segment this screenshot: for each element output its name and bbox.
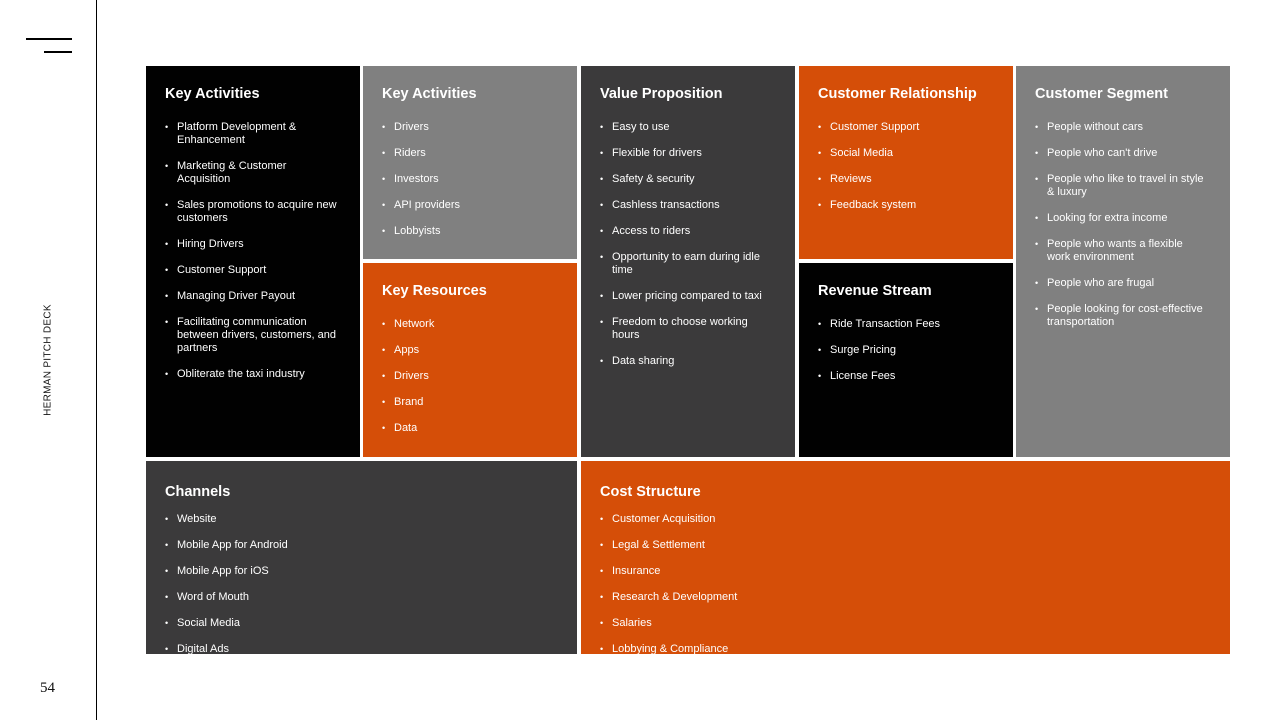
- list-item: • People who can't drive: [1047, 147, 1207, 160]
- list-item: • Mobile App for Android: [177, 539, 563, 552]
- item-list: [382, 121, 563, 238]
- list-item: • Hiring Drivers: [177, 238, 337, 251]
- list-item: • Looking for extra income: [1047, 212, 1207, 225]
- card-title: Key Resources: [382, 283, 487, 299]
- list-item: • Riders: [394, 147, 554, 160]
- list-item: • Freedom to choose working hours: [612, 316, 772, 342]
- list-item: • Brand: [394, 396, 554, 409]
- card-title: Key Activities: [165, 86, 260, 102]
- list-item: • Cashless transactions: [612, 199, 772, 212]
- list-item: • People looking for cost-effective transportation: [1047, 303, 1207, 329]
- item-list: [818, 318, 999, 383]
- card-value-proposition: [581, 66, 795, 457]
- list-item: • Marketing & Customer Acquisition: [177, 160, 337, 186]
- item-list: [165, 121, 346, 381]
- list-item: • Network: [394, 318, 554, 331]
- list-item: • People who are frugal: [1047, 277, 1207, 290]
- card-key-activities: [146, 66, 360, 457]
- card-title: Cost Structure: [600, 484, 701, 500]
- list-item: • Customer Support: [830, 121, 990, 134]
- card-key-resources: [363, 263, 577, 457]
- item-list: [600, 121, 781, 368]
- item-list: [382, 318, 563, 435]
- menu-icon-line-bottom: [44, 51, 72, 53]
- list-item: • Easy to use: [612, 121, 772, 134]
- list-item: • Digital Ads: [177, 643, 563, 654]
- list-item: • Data sharing: [612, 355, 772, 368]
- deck-title: HERMAN PITCH DECK: [42, 304, 54, 416]
- list-item: • Legal & Settlement: [612, 539, 1012, 552]
- list-item: • License Fees: [830, 370, 990, 383]
- card-title: Customer Segment: [1035, 86, 1168, 102]
- card-customer-segment: [1016, 66, 1230, 457]
- list-item: • Lobbyists: [394, 225, 554, 238]
- card-title: Key Activities: [382, 86, 477, 102]
- list-item: • Website: [177, 513, 563, 526]
- list-item: • Social Media: [177, 617, 563, 630]
- list-item: • Sales promotions to acquire new customers: [177, 199, 337, 225]
- item-list: [1035, 121, 1216, 329]
- list-item: • Lower pricing compared to taxi: [612, 290, 772, 303]
- list-item: • Social Media: [830, 147, 990, 160]
- list-item: • API providers: [394, 199, 554, 212]
- list-item: • People without cars: [1047, 121, 1207, 134]
- list-item: • Safety & security: [612, 173, 772, 186]
- list-item: • Surge Pricing: [830, 344, 990, 357]
- list-item: • Flexible for drivers: [612, 147, 772, 160]
- list-item: • Word of Mouth: [177, 591, 563, 604]
- list-item: • People who like to travel in style & luxury: [1047, 173, 1207, 199]
- list-item: • Opportunity to earn during idle time: [612, 251, 772, 277]
- list-item: • Customer Acquisition: [612, 513, 1012, 526]
- list-item: • Obliterate the taxi industry: [177, 368, 337, 381]
- item-list: [165, 513, 563, 654]
- menu-icon[interactable]: [26, 38, 72, 54]
- list-item: • Platform Development & Enhancement: [177, 121, 337, 147]
- list-item: • Investors: [394, 173, 554, 186]
- list-item: • Facilitating communication between drivers, customers, and partners: [177, 316, 337, 355]
- list-item: • Access to riders: [612, 225, 772, 238]
- list-item: • Drivers: [394, 121, 554, 134]
- item-list: [600, 513, 1216, 654]
- list-item: • Apps: [394, 344, 554, 357]
- card-title: Channels: [165, 484, 231, 500]
- card-customer-relationship: [799, 66, 1013, 259]
- card-title: Customer Relationship: [818, 86, 977, 102]
- list-item: • Research & Development: [612, 591, 1012, 604]
- list-item: • Lobbying & Compliance: [612, 643, 1012, 654]
- list-item: • Ride Transaction Fees: [830, 318, 990, 331]
- sidebar-divider: [96, 0, 97, 720]
- list-item: • Mobile App for iOS: [177, 565, 563, 578]
- card-cost-structure: [581, 461, 1230, 654]
- list-item: • Managing Driver Payout: [177, 290, 337, 303]
- list-item: • Drivers: [394, 370, 554, 383]
- card-title: Revenue Stream: [818, 283, 932, 299]
- list-item: • Insurance: [612, 565, 1012, 578]
- card-channels: [146, 461, 577, 654]
- list-item: • Customer Support: [177, 264, 337, 277]
- card-key-partners: [363, 66, 577, 259]
- card-title: Value Proposition: [600, 86, 723, 102]
- list-item: • Feedback system: [830, 199, 990, 212]
- page-number: 54: [40, 680, 55, 696]
- menu-icon-line-top: [26, 38, 72, 40]
- list-item: • People who wants a flexible work environment: [1047, 238, 1207, 264]
- list-item: • Salaries: [612, 617, 1012, 630]
- item-list: [818, 121, 999, 212]
- list-item: • Reviews: [830, 173, 990, 186]
- list-item: • Data: [394, 422, 554, 435]
- card-revenue-stream: [799, 263, 1013, 457]
